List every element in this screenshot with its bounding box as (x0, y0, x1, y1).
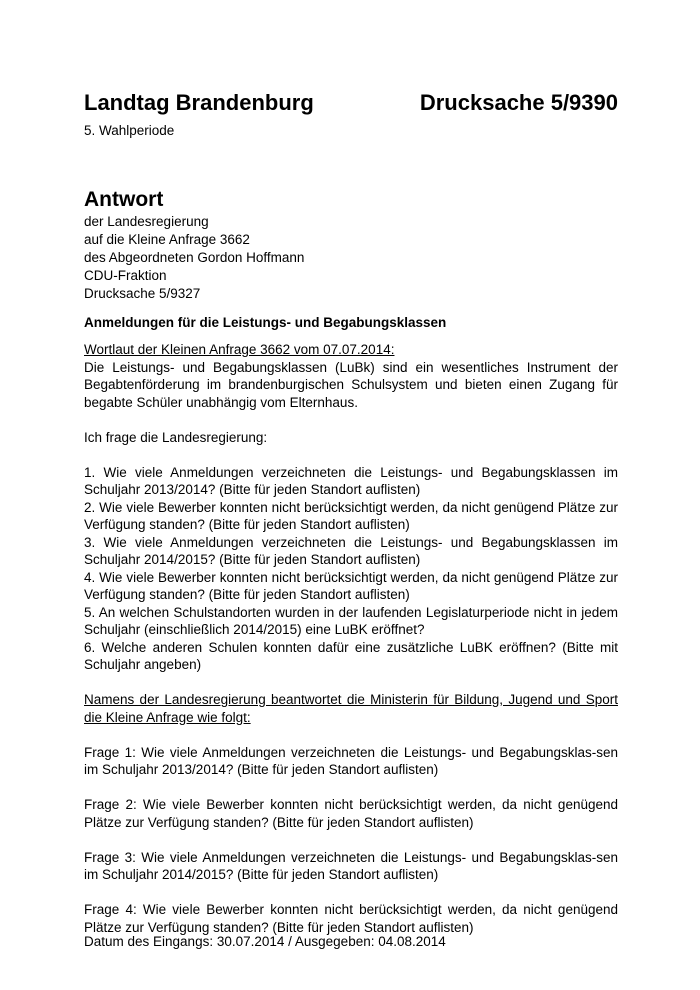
answer-question-1: Frage 1: Wie viele Anmeldungen verzeichneten die Leistungs- und Begabungsklas-sen im Schuljahr 2013/2014? (Bitte für jeden Standort auflisten) (84, 744, 618, 777)
response-heading: Namens der Landesregierung beantwortet die Ministerin für Bildung, Jugend und Sport die Kleine Anfrage wie folgt: (84, 692, 618, 725)
meta-line: Drucksache 5/9327 (84, 286, 201, 301)
inquiry-intro: Die Leistungs- und Begabungsklassen (LuBk) sind ein wesentliches Instrument der Begabtenförderung im brandenburgischen Schulsystem und bieten einen Zugang für begabte Schüler unabhängig vom Elternhaus. (84, 359, 618, 410)
document-number: Drucksache 5/9390 (419, 90, 618, 115)
answer-question-2: Frage 2: Wie viele Bewerber konnten nicht berücksichtigt werden, da nicht genügend Plätze zur Verfügung standen? (Bitte für jeden Standort auflisten) (84, 797, 618, 830)
question-item: 4. Wie viele Bewerber konnten nicht berücksichtigt werden, da nicht genügend Plätze zur Verfügung standen? (Bitte für jeden Standort auflisten) (84, 569, 618, 602)
answer-question-4: Frage 4: Wie viele Bewerber konnten nicht berücksichtigt werden, da nicht genügend Plätze zur Verfügung standen? (Bitte für jeden Standort auflisten) (84, 902, 618, 935)
meta-line: CDU-Fraktion (84, 268, 167, 283)
document-header (84, 90, 618, 116)
legislative-period: 5. Wahlperiode (84, 123, 175, 138)
meta-line: auf die Kleine Anfrage 3662 (84, 232, 250, 247)
question-item: 2. Wie viele Bewerber konnten nicht berücksichtigt werden, da nicht genügend Plätze zur Verfügung standen? (Bitte für jeden Standort auflisten) (84, 499, 618, 532)
meta-line: des Abgeordneten Gordon Hoffmann (84, 250, 305, 265)
subject-heading: Anmeldungen für die Leistungs- und Begabungsklassen (84, 315, 447, 330)
question-item: 5. An welchen Schulstandorten wurden in der laufenden Legislaturperiode nicht in jedem Schuljahr (einschließlich 2014/2015) eine LuBK eröffnet? (84, 604, 618, 637)
answer-meta (84, 213, 304, 303)
answer-title: Antwort (84, 188, 164, 211)
question-item: 1. Wie viele Anmeldungen verzeichneten die Leistungs- und Begabungsklassen im Schuljahr 2013/2014? (Bitte für jeden Standort auflisten) (84, 464, 618, 497)
answer-question-3: Frage 3: Wie viele Anmeldungen verzeichneten die Leistungs- und Begabungsklas-sen im Schuljahr 2014/2015? (Bitte für jeden Standort auflisten) (84, 849, 618, 882)
inquiry-ask: Ich frage die Landesregierung: (84, 429, 268, 445)
question-item: 3. Wie viele Anmeldungen verzeichneten die Leistungs- und Begabungsklassen im Schuljahr 2014/2015? (Bitte für jeden Standort auflisten) (84, 534, 618, 567)
meta-line: der Landesregierung (84, 214, 209, 229)
question-item: 6. Welche anderen Schulen konnten dafür eine zusätzliche LuBK eröffnen? (Bitte mit Schuljahr angeben) (84, 639, 618, 672)
inquiry-heading: Wortlaut der Kleinen Anfrage 3662 vom 07.07.2014: (84, 342, 395, 357)
parliament-name: Landtag Brandenburg (84, 90, 314, 115)
document-body (84, 341, 618, 936)
footer-dates: Datum des Eingangs: 30.07.2014 / Ausgegeben: 04.08.2014 (84, 934, 446, 949)
